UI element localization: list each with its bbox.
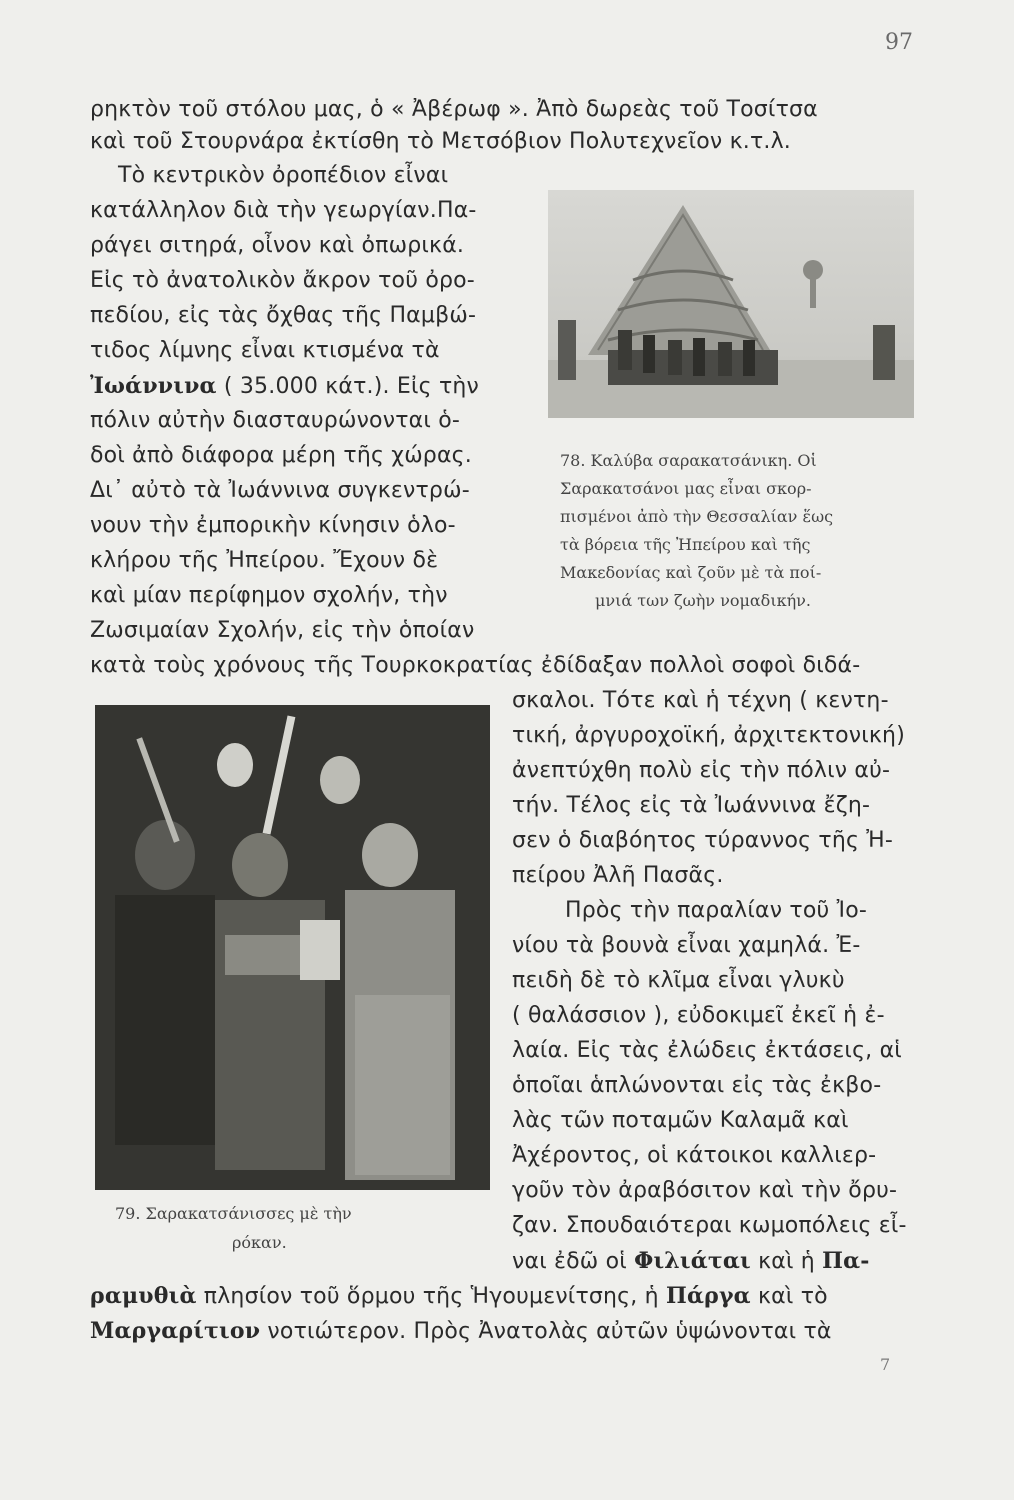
text-line: κατὰ τοὺς χρόνους τῆς Τουρκοκρατίας ἐδίδαξαν πολλοὶ σοφοὶ διδά- [90, 653, 861, 678]
text-line: σεν ὁ διαβόητος τύραννος τῆς Ἠ- [512, 828, 894, 853]
figure-78-photo [548, 190, 914, 418]
text-line: ράγει σιτηρά, οἶνον καὶ ὀπωρικά. [90, 233, 465, 258]
text-line: καὶ τοῦ Στουρνάρα ἐκτίσθη τὸ Μετσόβιον Πολυτεχνεῖον κ.τ.λ. [90, 129, 791, 154]
text-line: Πρὸς τὴν παραλίαν τοῦ Ἰο- [565, 898, 867, 923]
signature-mark: 7 [880, 1355, 891, 1374]
figure-78-caption-line: Μακεδονίας καὶ ζοῦν μὲ τὰ ποί- [560, 563, 822, 582]
figure-79-caption-line: 79. Σαρακατσάνισσες μὲ τὴν [115, 1204, 352, 1223]
text-line: Εἰς τὸ ἀνατολικὸν ἄκρον τοῦ ὀρο- [90, 268, 475, 293]
figure-78-caption-line: πισμένοι ἀπὸ τὴν Θεσσαλίαν ἕως [560, 507, 834, 526]
text-line: ( θαλάσσιον ), εὐδοκιμεῖ ἐκεῖ ἡ ἐ- [512, 1003, 885, 1028]
text-line: ὁποῖαι ἁπλώνονται εἰς τὰς ἐκβο- [512, 1073, 882, 1098]
text-line: νίου τὰ βουνὰ εἶναι χαμηλά. Ἐ- [512, 933, 861, 958]
text-line: σκαλοι. Τότε καὶ ἡ τέχνη ( κεντη- [512, 688, 889, 713]
text-line: νουν τὴν ἐμπορικὴν κίνησιν ὁλο- [90, 513, 456, 538]
text-line: Τὸ κεντρικὸν ὀροπέδιον εἶναι [118, 163, 449, 188]
text-line: κατάλληλον διὰ τὴν γεωργίαν.Πα- [90, 198, 477, 223]
text-line: Ζωσιμαίαν Σχολήν, εἰς τὴν ὁποίαν [90, 618, 475, 643]
figure-79-caption-line: ρόκαν. [232, 1233, 287, 1252]
hut-photo-image [548, 190, 914, 418]
text-fragment: καὶ τὸ [750, 1284, 828, 1309]
figure-78-caption-line: μνιά των ζωὴν νομαδικήν. [595, 591, 811, 610]
place-name-parga: Πάργα [666, 1283, 751, 1309]
text-line: κλήρου τῆς Ἠπείρου. Ἔχουν δὲ [90, 548, 439, 573]
text-fragment: καὶ ἡ [750, 1249, 823, 1274]
text-line [512, 1247, 870, 1276]
text-line: ζαν. Σπουδαιότεραι κωμοπόλεις εἶ- [512, 1213, 907, 1238]
text-line: ἀνεπτύχθη πολὺ εἰς τὴν πόλιν αὐ- [512, 758, 891, 783]
text-line: τική, ἀργυροχοϊκή, ἀρχιτεκτονική) [512, 723, 905, 748]
place-name-paramythia: Πα- [822, 1248, 870, 1274]
figure-78-caption-line: τὰ βόρεια τῆς Ἠπείρου καὶ τῆς [560, 535, 811, 554]
text-line: πείρου Ἀλῆ Πασᾶς. [512, 863, 724, 888]
text-line: δοὶ ἀπὸ διάφορα μέρη τῆς χώρας. [90, 443, 472, 468]
text-line: τιδος λίμνης εἶναι κτισμένα τὰ [90, 338, 440, 363]
text-line [90, 1282, 828, 1311]
text-line: λὰς τῶν ποταμῶν Καλαμᾶ καὶ [512, 1108, 849, 1133]
place-name-margaritio: Μαργαρίτιον [90, 1318, 261, 1344]
text-line: πεδίου, εἰς τὰς ὄχθας τῆς Παμβώ- [90, 303, 477, 328]
page-number: 97 [885, 30, 913, 55]
text-line: ρηκτὸν τοῦ στόλου μας, ὁ « Ἀβέρωφ ». Ἀπὸ δωρεὰς τοῦ Τοσίτσα [90, 97, 818, 122]
place-name-filiates: Φιλιάται [634, 1248, 751, 1274]
text-line: πόλιν αὐτὴν διασταυρώνονται ὁ- [90, 408, 460, 433]
text-line [90, 372, 479, 401]
text-line: τήν. Τέλος εἰς τὰ Ἰωάννινα ἔζη- [512, 793, 871, 818]
text-line [90, 1317, 832, 1346]
figure-78-caption-line: Σαρακατσάνοι μας εἶναι σκορ- [560, 479, 812, 498]
text-fragment: πλησίον τοῦ ὅρμου τῆς Ἡγουμενίτσης, ἡ [196, 1284, 667, 1309]
text-fragment: ( 35.000 κάτ.). Εἰς τὴν [216, 374, 480, 399]
text-line: γοῦν τὸν ἀραβόσιτον καὶ τὴν ὄρυ- [512, 1178, 898, 1203]
text-line: πειδὴ δὲ τὸ κλῖμα εἶναι γλυκὺ [512, 968, 845, 993]
figure-79-photo [95, 705, 490, 1190]
place-name-ioannina: Ἰωάννινα [90, 373, 217, 399]
figure-78-caption-line: 78. Καλύβα σαρακατσάνικη. Οἱ [560, 451, 817, 470]
text-line: Ἀχέροντος, οἱ κάτοικοι καλλιερ- [512, 1143, 877, 1168]
text-fragment: ναι ἐδῶ οἱ [512, 1249, 635, 1274]
place-name-paramythia-cont: ραμυθιὰ [90, 1283, 197, 1309]
women-photo-image [95, 705, 490, 1190]
text-fragment: νοτιώτερον. Πρὸς Ἀνατολὰς αὐτῶν ὑψώνονται τὰ [260, 1319, 832, 1344]
text-line: καὶ μίαν περίφημον σχολήν, τὴν [90, 583, 448, 608]
text-line: Δι᾽ αὐτὸ τὰ Ἰωάννινα συγκεντρώ- [90, 478, 470, 503]
text-line: λαία. Εἰς τὰς ἐλώδεις ἐκτάσεις, αἱ [512, 1038, 902, 1063]
